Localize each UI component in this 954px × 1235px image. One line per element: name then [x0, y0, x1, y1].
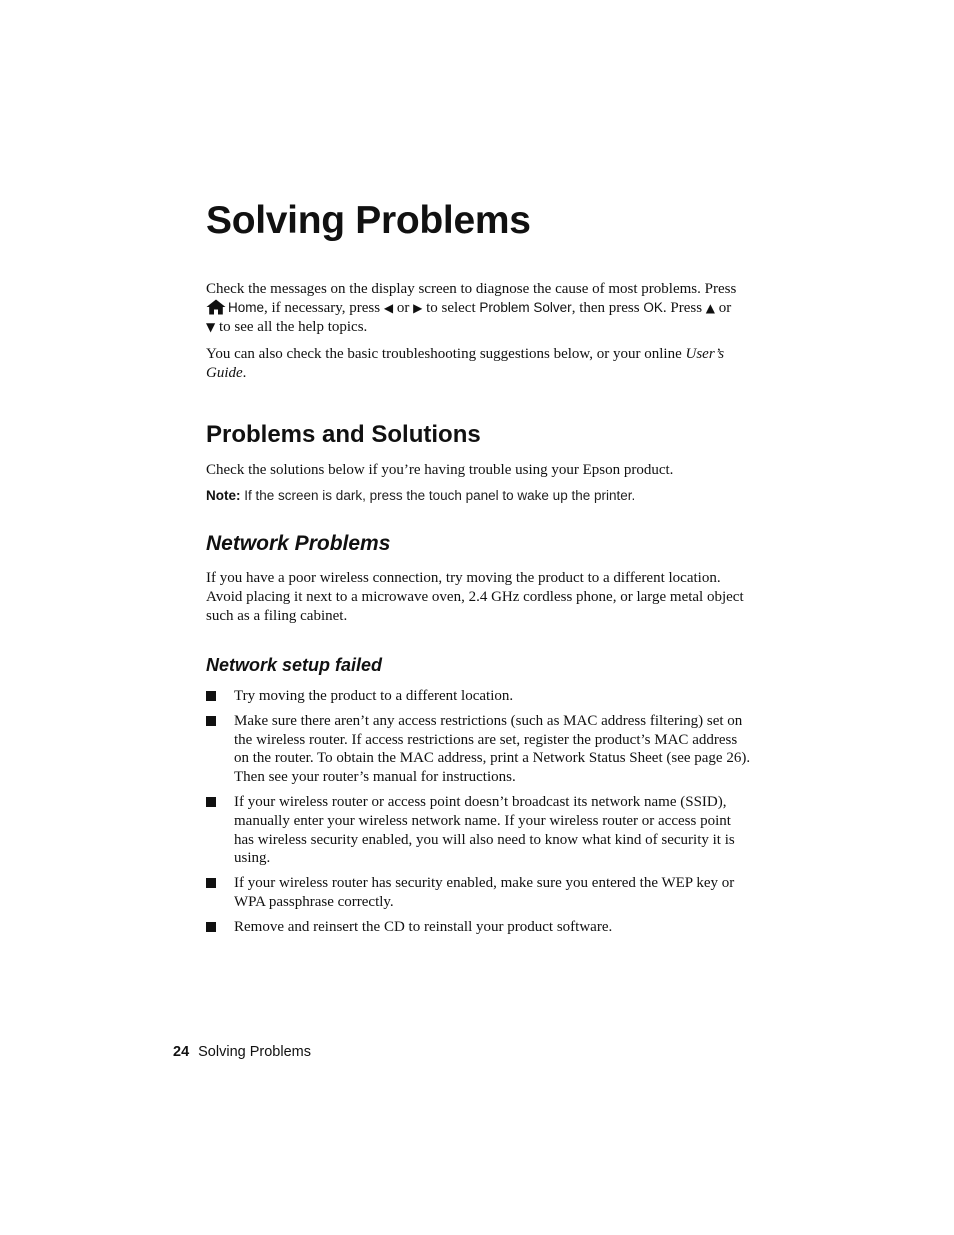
network-setup-failed-list: [206, 687, 751, 943]
right-arrow-icon: ▶: [413, 300, 423, 315]
down-arrow-icon: ▼: [206, 319, 216, 334]
intro-paragraph-1: Check the messages on the display screen to diagnose the cause of most problems. Press Home, if necessary, press ◀ or ▶ to select Problem Solver, then press OK. Press ▲ or ▼ to see all the help topics.: [206, 281, 737, 335]
intro-paragraph-2: You can also check the basic troubleshooting suggestions below, or your online User’s Guide.: [206, 346, 725, 382]
square-bullet-icon: [206, 691, 216, 701]
square-bullet-icon: [206, 716, 216, 726]
users-guide-reference: User’s Guide: [206, 346, 725, 382]
page-number: 24: [173, 1044, 190, 1060]
problems-and-solutions-heading: Problems and Solutions: [206, 421, 481, 448]
problems-and-solutions-text: Check the solutions below if you’re having trouble using your Epson product.: [206, 462, 674, 478]
list-item: If your wireless router or access point doesn’t broadcast its network name (SSID), manually enter your wireless network name. If your wireless router or access point has wireless security enabled, you will also need to know what kind of security it is using.: [206, 793, 751, 868]
left-arrow-icon: ◀: [383, 300, 394, 315]
ok-button-label: OK: [643, 299, 663, 315]
square-bullet-icon: [206, 797, 216, 807]
square-bullet-icon: [206, 922, 216, 932]
footer-section-title: Solving Problems: [198, 1044, 311, 1060]
network-setup-failed-heading: Network setup failed: [206, 655, 383, 675]
page-footer: [173, 1042, 311, 1062]
list-item: Try moving the product to a different location.: [206, 687, 751, 706]
list-item: Make sure there aren’t any access restrictions (such as MAC address filtering) set on the wireless router. If access restrictions are set, register the product’s MAC address on the router. To obtain the MAC address, print a Network Status Sheet (see page 26). Then see your router’s manual for instructions.: [206, 712, 751, 787]
note: [206, 487, 751, 505]
home-icon: [206, 299, 226, 315]
network-problems-text: If you have a poor wireless connection, try moving the product to a different location. Avoid placing it next to a microwave oven, 2.4 GHz cordless phone, or large metal object such as a filing cabinet.: [206, 570, 744, 624]
up-arrow-icon: ▲: [705, 300, 716, 315]
square-bullet-icon: [206, 878, 216, 888]
problem-solver-label: Problem Solver: [479, 299, 572, 315]
home-button-label: Home: [228, 299, 265, 315]
note-text: If the screen is dark, press the touch panel to wake up the printer.: [244, 488, 636, 503]
note-label: Note:: [206, 488, 241, 503]
page-title: Solving Problems: [206, 199, 531, 242]
network-problems-heading: Network Problems: [206, 532, 391, 555]
list-item: If your wireless router has security enabled, make sure you entered the WEP key or WPA passphrase correctly.: [206, 874, 751, 912]
intro-section: [206, 280, 751, 383]
list-item: Remove and reinsert the CD to reinstall your product software.: [206, 918, 751, 937]
